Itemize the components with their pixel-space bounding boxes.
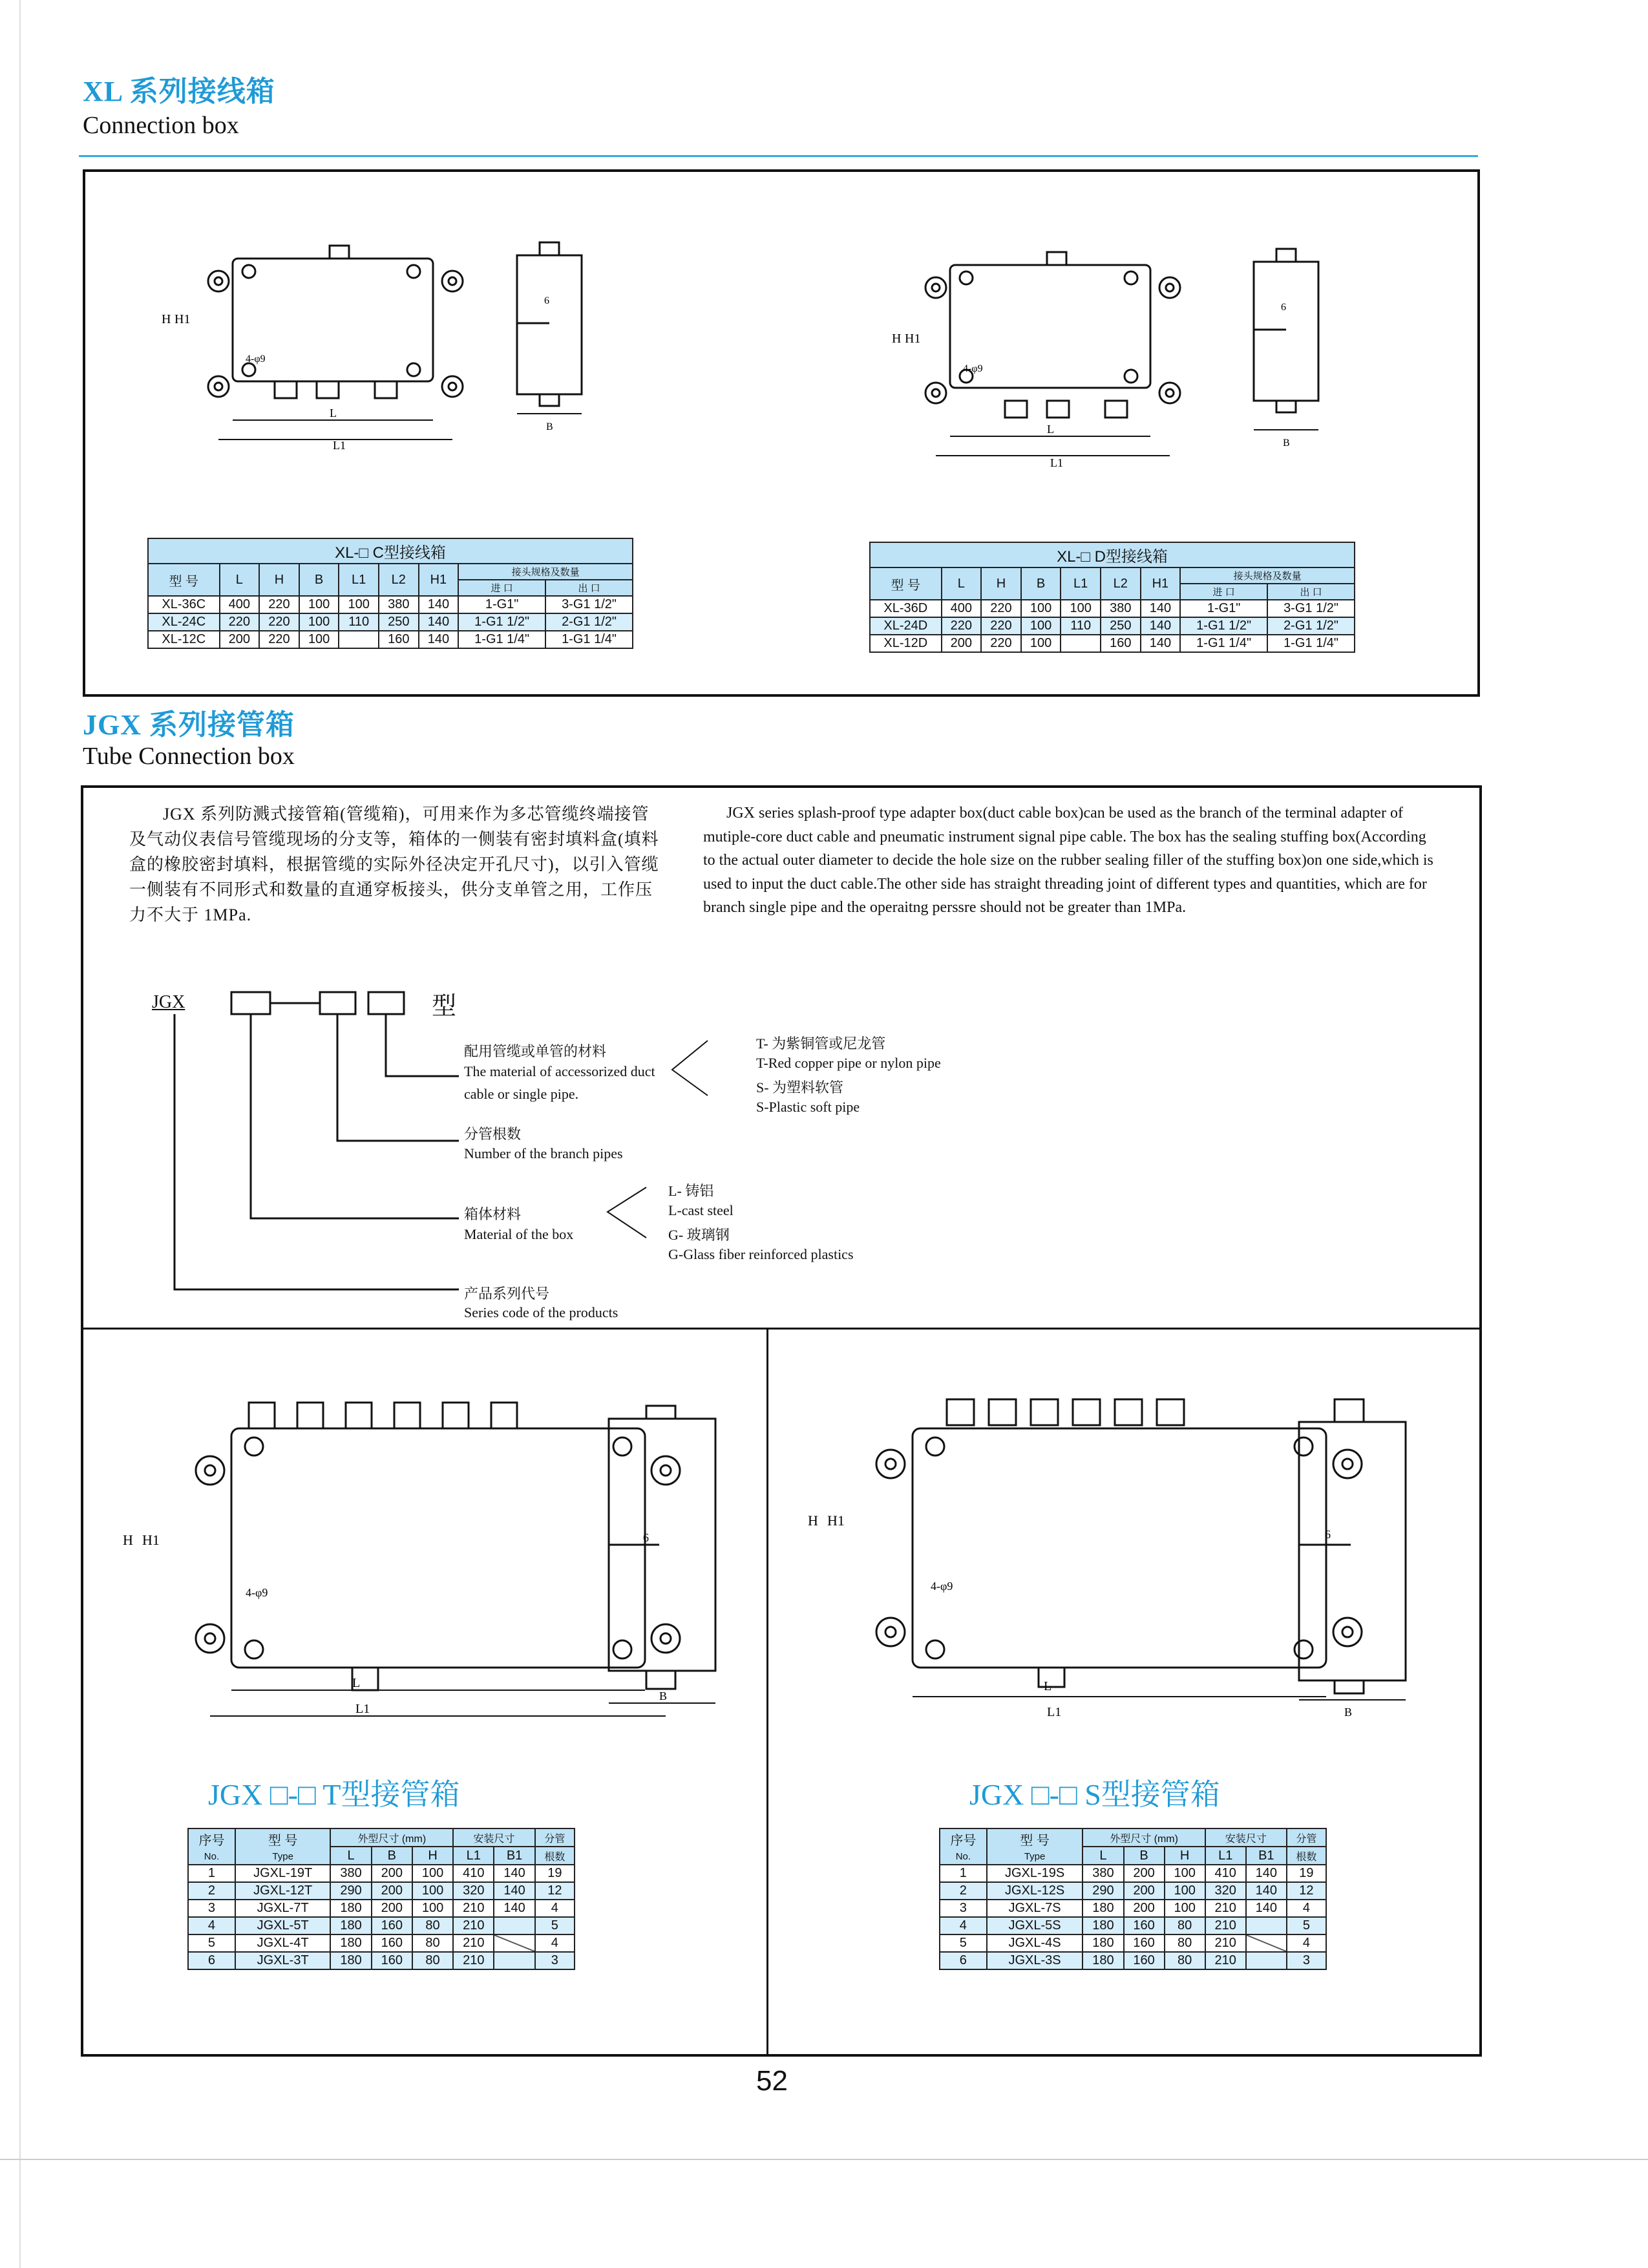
table-cell: 220 <box>981 617 1021 635</box>
dim-six: 6 <box>643 1531 649 1544</box>
col-b: B <box>372 1847 412 1865</box>
table-cell: 100 <box>339 596 379 613</box>
table-cell: JGXL-12T <box>235 1882 331 1900</box>
table-cell: 200 <box>372 1882 412 1900</box>
table-cell: 80 <box>412 1952 453 1969</box>
table-cell: 200 <box>372 1865 412 1882</box>
table-cell: 3-G1 1/2" <box>1267 600 1355 617</box>
dim-l: L <box>1047 423 1054 436</box>
col-type-en: Type <box>272 1851 293 1862</box>
table-cell: 200 <box>220 631 260 648</box>
mat-opt-3: S- 为塑料软管 <box>756 1079 844 1096</box>
page-number: 52 <box>756 2065 788 2097</box>
table-cell: XL-24C <box>148 613 220 631</box>
col-l: L <box>1083 1847 1123 1865</box>
col-no-en: No. <box>955 1851 971 1862</box>
table-cell: 210 <box>453 1917 494 1934</box>
table-cell: 210 <box>1205 1934 1246 1952</box>
xl-d-drawing <box>866 233 1383 491</box>
dim-h: H <box>162 312 171 326</box>
table-cell: JGXL-4S <box>987 1934 1083 1952</box>
table-row <box>148 596 633 613</box>
table-cell: 140 <box>494 1900 534 1917</box>
table-cell: 3 <box>535 1952 575 1969</box>
table-cell: 19 <box>1287 1865 1326 1882</box>
table-row <box>188 1917 575 1934</box>
box-opt-3: G- 玻璃钢 <box>668 1227 730 1243</box>
table-cell: 160 <box>372 1952 412 1969</box>
col-h: H <box>981 567 1021 600</box>
dim-l: L <box>330 407 337 419</box>
table-row <box>870 635 1355 652</box>
col-inlet: 进 口 <box>1180 584 1267 600</box>
table-cell <box>1061 635 1101 652</box>
table-cell: 380 <box>1101 600 1141 617</box>
table-cell: 290 <box>1083 1882 1123 1900</box>
table-cell: 410 <box>453 1865 494 1882</box>
table-cell: 1-G1" <box>1180 600 1267 617</box>
table-cell: 4 <box>535 1900 575 1917</box>
table-cell: 1-G1 1/4" <box>1267 635 1355 652</box>
table-cell: 1 <box>188 1865 235 1882</box>
table-cell: 80 <box>1165 1952 1205 1969</box>
table-cell: 210 <box>1205 1952 1246 1969</box>
col-branch: 分管 <box>535 1828 575 1847</box>
table-cell: 160 <box>1124 1952 1165 1969</box>
code-prefix: JGX <box>152 992 185 1012</box>
col-b1: B1 <box>1246 1847 1287 1865</box>
table-cell: 140 <box>1141 617 1181 635</box>
table-cell: 210 <box>1205 1900 1246 1917</box>
table-cell: 110 <box>339 613 379 631</box>
table-row <box>188 1882 575 1900</box>
col-l2: L2 <box>1101 567 1141 600</box>
table-cell: 140 <box>419 596 459 613</box>
table-cell <box>1246 1952 1287 1969</box>
table-row <box>188 1865 575 1882</box>
table-cell: 2-G1 1/2" <box>1267 617 1355 635</box>
table-cell: XL-36D <box>870 600 942 617</box>
jgx-desc-cn: JGX 系列防溅式接管箱(管缆箱)，可用来作为多芯管缆终端接管及气动仪表信号管缆现场的分支等，箱体的一侧装有密封填料盒(填料盒的橡胶密封填料，根据管缆的实际外径决定开孔尺寸)，以引入管缆一侧装有不同形式和数量的直通穿板接头，供分支单管之用，工作压力不大于 1MPa. <box>129 805 659 924</box>
table-cell: 180 <box>1083 1952 1123 1969</box>
table-cell: 220 <box>259 613 299 631</box>
code-material-en1: The material of accessorized duct <box>464 1063 655 1079</box>
table-cell: 220 <box>220 613 260 631</box>
col-b: B <box>1124 1847 1165 1865</box>
table-cell: 100 <box>412 1865 453 1882</box>
table-cell: 6 <box>188 1952 235 1969</box>
table-cell: 5 <box>1287 1917 1326 1934</box>
table-cell: JGXL-4T <box>235 1934 331 1952</box>
table-cell: 400 <box>942 600 982 617</box>
box-opt-4: G-Glass fiber reinforced plastics <box>668 1246 854 1262</box>
dim-l1: L1 <box>1047 1705 1062 1719</box>
col-branch2: 根数 <box>1287 1847 1326 1865</box>
table-cell: 100 <box>1165 1865 1205 1882</box>
table-cell: 100 <box>412 1900 453 1917</box>
table-cell <box>494 1934 534 1952</box>
table-cell: 140 <box>1141 600 1181 617</box>
dim-hole: 4-φ9 <box>246 354 266 365</box>
table-cell: 2 <box>188 1882 235 1900</box>
table-cell: 5 <box>535 1917 575 1934</box>
table-cell: 3 <box>1287 1952 1326 1969</box>
col-l1: L1 <box>1205 1847 1246 1865</box>
dim-h1: H1 <box>142 1532 160 1548</box>
table-cell: 200 <box>942 635 982 652</box>
col-b: B <box>299 564 339 596</box>
xl-c-caption: XL-□ C型接线箱 <box>148 538 633 564</box>
table-cell: 100 <box>1021 600 1061 617</box>
table-cell: JGXL-5S <box>987 1917 1083 1934</box>
table-cell: JGXL-7S <box>987 1900 1083 1917</box>
col-install: 安装尺寸 <box>453 1828 535 1847</box>
xl-d-spec-table <box>869 542 1355 653</box>
table-cell <box>1246 1917 1287 1934</box>
table-cell: 250 <box>1101 617 1141 635</box>
col-b: B <box>1021 567 1061 600</box>
table-cell: 4 <box>1287 1934 1326 1952</box>
dim-hole: 4-φ9 <box>931 1580 953 1593</box>
scan-edge-bottom <box>0 2159 1648 2160</box>
table-cell: XL-24D <box>870 617 942 635</box>
table-cell: 220 <box>259 631 299 648</box>
table-cell: 1-G1 1/2" <box>1180 617 1267 635</box>
table-cell <box>987 1828 1083 1865</box>
table-cell: 6 <box>940 1952 987 1969</box>
dim-l1: L1 <box>355 1702 370 1716</box>
xl-section-title: XL 系列接线箱 <box>83 76 275 107</box>
table-cell: JGXL-3T <box>235 1952 331 1969</box>
code-branch-en: Number of the branch pipes <box>464 1145 623 1161</box>
dim-b: B <box>1283 438 1290 449</box>
table-cell <box>188 1828 235 1865</box>
table-cell: 12 <box>535 1882 575 1900</box>
table-cell: 5 <box>940 1934 987 1952</box>
code-series-cn: 产品系列代号 <box>464 1286 550 1302</box>
col-no: 序号 <box>198 1834 225 1848</box>
dim-hole: 4-φ9 <box>963 363 983 374</box>
code-box-en: Material of the box <box>464 1226 574 1242</box>
code-series-en: Series code of the products <box>464 1304 618 1320</box>
table-cell: 2 <box>940 1882 987 1900</box>
col-l1: L1 <box>453 1847 494 1865</box>
table-cell: JGXL-3S <box>987 1952 1083 1969</box>
table-cell: 200 <box>372 1900 412 1917</box>
table-row <box>940 1900 1326 1917</box>
table-cell: 400 <box>220 596 260 613</box>
code-material-en2: cable or single pipe. <box>464 1086 579 1102</box>
col-h: H <box>259 564 299 596</box>
col-l2: L2 <box>379 564 419 596</box>
mat-opt-2: T-Red copper pipe or nylon pipe <box>756 1055 941 1071</box>
col-type: 型 号 <box>268 1834 298 1848</box>
table-cell: 220 <box>942 617 982 635</box>
table-cell: 410 <box>1205 1865 1246 1882</box>
table-cell: JGXL-5T <box>235 1917 331 1934</box>
table-cell: 100 <box>1021 635 1061 652</box>
table-cell: 1-G1 1/4" <box>545 631 633 648</box>
table-cell: JGXL-19S <box>987 1865 1083 1882</box>
col-h1: H1 <box>1141 567 1181 600</box>
box-opt-2: L-cast steel <box>668 1202 734 1218</box>
dim-l: L <box>1044 1679 1052 1693</box>
col-h: H <box>412 1847 453 1865</box>
table-cell: 3-G1 1/2" <box>545 596 633 613</box>
jgx-s-spec-table <box>939 1828 1327 1970</box>
table-cell: 140 <box>1246 1865 1287 1882</box>
table-cell: 180 <box>1083 1900 1123 1917</box>
dim-h: H <box>808 1512 818 1529</box>
table-cell: 4 <box>940 1917 987 1934</box>
table-cell: 180 <box>330 1900 371 1917</box>
dim-h: H <box>892 332 902 346</box>
col-install: 安装尺寸 <box>1205 1828 1287 1847</box>
table-row <box>188 1934 575 1952</box>
jgx-t-spec-table <box>187 1828 575 1970</box>
col-joint: 接头规格及数量 <box>1180 567 1355 584</box>
table-cell: 140 <box>494 1882 534 1900</box>
dim-b: B <box>1344 1706 1353 1719</box>
mat-opt-1: T- 为紫铜管或尼龙管 <box>756 1035 886 1052</box>
table-cell: JGXL-7T <box>235 1900 331 1917</box>
table-cell: 210 <box>453 1934 494 1952</box>
table-cell: 320 <box>1205 1882 1246 1900</box>
table-cell: 140 <box>419 613 459 631</box>
code-suffix: 型 <box>432 993 457 1020</box>
code-material-cn: 配用管缆或单管的材料 <box>464 1043 607 1059</box>
dim-l1: L1 <box>333 439 346 452</box>
jgx-t-title: JGX □-□ T型接管箱 <box>208 1778 460 1811</box>
table-row <box>940 1934 1326 1952</box>
col-inlet: 进 口 <box>458 580 545 596</box>
xl-c-spec-table <box>147 538 633 649</box>
table-cell: 210 <box>1205 1917 1246 1934</box>
col-no-en: No. <box>204 1851 220 1862</box>
col-type-en: Type <box>1024 1851 1046 1862</box>
jgx-s-title: JGX □-□ S型接管箱 <box>969 1778 1220 1811</box>
col-h1: H1 <box>419 564 459 596</box>
table-cell: 100 <box>1061 600 1101 617</box>
table-cell: 220 <box>981 635 1021 652</box>
code-box-cn: 箱体材料 <box>464 1206 522 1222</box>
jgx-divider-v <box>766 1328 768 2057</box>
col-b1: B1 <box>494 1847 534 1865</box>
dim-b: B <box>546 421 553 432</box>
table-cell: 380 <box>1083 1865 1123 1882</box>
table-cell: 5 <box>188 1934 235 1952</box>
table-cell: 100 <box>299 631 339 648</box>
xl-header-rule <box>79 155 1478 157</box>
xl-d-caption: XL-□ D型接线箱 <box>870 542 1355 567</box>
table-cell: 140 <box>419 631 459 648</box>
table-cell: 100 <box>299 596 339 613</box>
jgx-desc-en: JGX series splash-proof type adapter box(duct cable box)can be used as the branch of the terminal adapter of mutiple-core duct cable and pneumatic instrument signal pipe cable. The box has the sealing stuffing box(According to the actual outer diameter to decide the hole size on the rubber sealing filler of the stuffing box)on one side,which is used to input the duct cable.The other side has straight threading joint of different types and quantities, which are for branch single pipe and the operaitng perssre should not be greater than 1MPa. <box>703 805 1433 916</box>
dim-l: L <box>352 1676 361 1690</box>
col-outer: 外型尺寸 (mm) <box>330 1828 453 1847</box>
table-cell: 380 <box>379 596 419 613</box>
table-cell: 80 <box>1165 1917 1205 1934</box>
jgx-divider-h <box>81 1328 1482 1330</box>
dim-h1: H1 <box>827 1512 845 1529</box>
dim-l1: L1 <box>1050 456 1063 469</box>
table-cell: 160 <box>372 1934 412 1952</box>
table-cell: JGXL-12S <box>987 1882 1083 1900</box>
table-cell <box>1246 1934 1287 1952</box>
table-cell: 100 <box>299 613 339 631</box>
table-cell: 160 <box>1124 1917 1165 1934</box>
table-row <box>870 600 1355 617</box>
table-cell: 80 <box>1165 1934 1205 1952</box>
mat-opt-4: S-Plastic soft pipe <box>756 1099 860 1115</box>
table-cell: 220 <box>259 596 299 613</box>
table-cell: JGXL-19T <box>235 1865 331 1882</box>
table-cell <box>940 1828 987 1865</box>
table-cell: 180 <box>1083 1934 1123 1952</box>
table-cell: XL-12D <box>870 635 942 652</box>
table-cell: 100 <box>1165 1900 1205 1917</box>
col-outlet: 出 口 <box>1267 584 1355 600</box>
table-cell: 19 <box>535 1865 575 1882</box>
col-joint: 接头规格及数量 <box>458 564 633 580</box>
col-l: L <box>220 564 260 596</box>
table-cell: 1 <box>940 1865 987 1882</box>
col-type: 型 号 <box>870 567 942 600</box>
table-cell: 100 <box>1021 617 1061 635</box>
table-cell: 140 <box>1141 635 1181 652</box>
table-cell: 290 <box>330 1882 371 1900</box>
col-outlet: 出 口 <box>545 580 633 596</box>
col-l1: L1 <box>1061 567 1101 600</box>
jgx-section-title: JGX 系列接管箱 <box>83 709 295 741</box>
col-type: 型 号 <box>1020 1834 1050 1848</box>
dim-h: H <box>123 1532 133 1548</box>
table-row <box>148 613 633 631</box>
table-cell: 180 <box>330 1934 371 1952</box>
table-cell: 200 <box>1124 1900 1165 1917</box>
dim-h1: H1 <box>905 332 921 346</box>
col-l1: L1 <box>339 564 379 596</box>
table-cell: 3 <box>940 1900 987 1917</box>
jgx-section-subtitle: Tube Connection box <box>83 743 295 770</box>
table-cell: 210 <box>453 1900 494 1917</box>
table-cell: 3 <box>188 1900 235 1917</box>
table-cell: 4 <box>188 1917 235 1934</box>
col-h: H <box>1165 1847 1205 1865</box>
table-row <box>940 1952 1326 1969</box>
table-cell: 380 <box>330 1865 371 1882</box>
table-cell: 80 <box>412 1917 453 1934</box>
table-cell: 2-G1 1/2" <box>545 613 633 631</box>
dim-b: B <box>659 1690 668 1702</box>
table-row <box>188 1900 575 1917</box>
col-l: L <box>942 567 982 600</box>
dim-hole: 4-φ9 <box>246 1586 268 1599</box>
table-cell: 4 <box>1287 1900 1326 1917</box>
table-cell: 140 <box>1246 1882 1287 1900</box>
table-cell: 1-G1 1/2" <box>458 613 545 631</box>
table-row <box>148 631 633 648</box>
table-row <box>940 1865 1326 1882</box>
code-branch-cn: 分管根数 <box>464 1126 522 1142</box>
table-cell <box>235 1828 331 1865</box>
table-cell: 80 <box>412 1934 453 1952</box>
table-cell <box>339 631 379 648</box>
jgx-s-drawing <box>801 1383 1448 1719</box>
col-type: 型 号 <box>148 564 220 596</box>
table-cell: 160 <box>372 1917 412 1934</box>
col-no: 序号 <box>950 1834 977 1848</box>
col-branch: 分管 <box>1287 1828 1326 1847</box>
table-cell: XL-36C <box>148 596 220 613</box>
table-cell: 1-G1 1/4" <box>458 631 545 648</box>
table-cell: 12 <box>1287 1882 1326 1900</box>
xl-c-drawing <box>149 226 666 485</box>
table-cell <box>494 1917 534 1934</box>
table-cell: 140 <box>1246 1900 1287 1917</box>
table-row <box>940 1917 1326 1934</box>
scan-edge-left <box>19 0 21 2268</box>
table-cell: 210 <box>453 1952 494 1969</box>
col-branch2: 根数 <box>535 1847 575 1865</box>
table-cell: 160 <box>1101 635 1141 652</box>
table-cell: 160 <box>1124 1934 1165 1952</box>
table-cell: 250 <box>379 613 419 631</box>
col-l: L <box>330 1847 371 1865</box>
table-cell: 180 <box>330 1917 371 1934</box>
table-cell: 110 <box>1061 617 1101 635</box>
table-cell: 1-G1 1/4" <box>1180 635 1267 652</box>
table-cell: 200 <box>1124 1865 1165 1882</box>
table-cell: 200 <box>1124 1882 1165 1900</box>
dim-h1: H1 <box>174 312 191 326</box>
jgx-t-drawing <box>116 1383 737 1719</box>
dim-six: 6 <box>1325 1528 1331 1541</box>
table-row <box>188 1952 575 1969</box>
box-opt-1: L- 铸铝 <box>668 1183 714 1199</box>
col-outer: 外型尺寸 (mm) <box>1083 1828 1205 1847</box>
table-cell: XL-12C <box>148 631 220 648</box>
table-cell: 1-G1" <box>458 596 545 613</box>
table-cell: 100 <box>1165 1882 1205 1900</box>
dim-six: 6 <box>544 295 549 306</box>
dim-six: 6 <box>1281 302 1286 313</box>
table-cell: 320 <box>453 1882 494 1900</box>
table-row <box>940 1882 1326 1900</box>
table-row <box>870 617 1355 635</box>
table-cell: 180 <box>330 1952 371 1969</box>
table-cell: 180 <box>1083 1917 1123 1934</box>
table-cell: 220 <box>981 600 1021 617</box>
xl-section-subtitle: Connection box <box>83 112 239 139</box>
table-cell: 160 <box>379 631 419 648</box>
table-cell: 140 <box>494 1865 534 1882</box>
table-cell: 100 <box>412 1882 453 1900</box>
table-cell: 4 <box>535 1934 575 1952</box>
table-cell <box>494 1952 534 1969</box>
